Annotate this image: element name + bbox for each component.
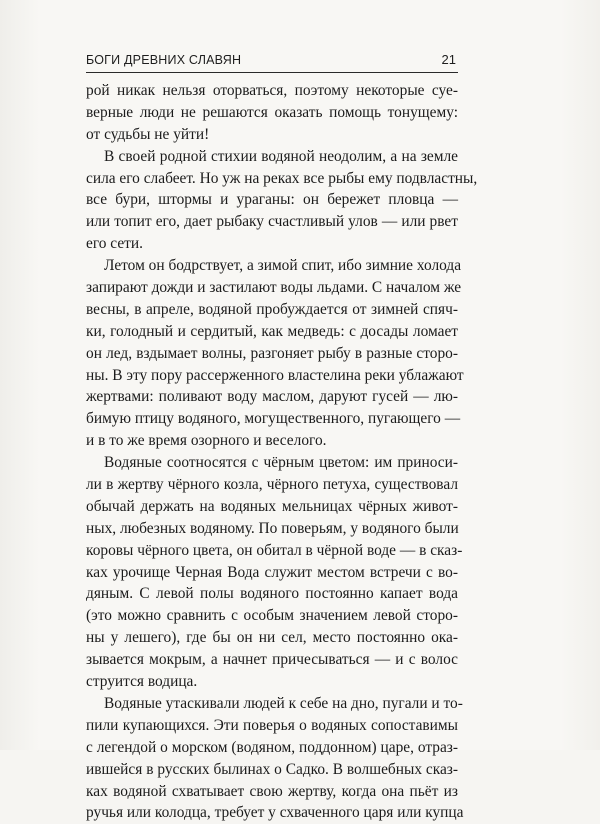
text-line: (это можно сравнить с особым значением левой сторо-	[86, 607, 458, 625]
running-header	[86, 52, 458, 72]
text-line: ных, любезных водяному. По поверьям, у водяного были	[86, 519, 459, 537]
text-line: жертвами: поливают воду маслом, даруют гусей — лю-	[86, 388, 458, 406]
text-line: рой никак нельзя оторваться, поэтому некоторые суе-	[86, 82, 458, 99]
text-line: Водяные соотносятся с чёрным цветом: им приноси-	[104, 454, 458, 472]
text-line: с легендой о морском (водяном, поддонном) царе, отраз-	[86, 738, 458, 756]
text-line: ны у лешего), где бы он ни сел, место постоянно ока-	[86, 629, 458, 647]
text-line: ли в жертву чёрного козла, чёрного петуха, существовал	[86, 476, 458, 494]
text-line: коровы чёрного цвета, он обитал в чёрной воде — в сказ-	[86, 541, 463, 559]
text-line: бимую птицу водяного, могущественного, пугающего —	[86, 410, 461, 428]
text-line: или топит его, дает рыбаку счастливый улов — или рвет	[86, 213, 458, 231]
text-line: струится водица.	[86, 673, 198, 691]
text-line: все бури, штормы и ураганы: он бережет пловца —	[86, 191, 458, 209]
text-line: ках водяной схватывает свою жертву, когда она пьёт из	[86, 782, 458, 800]
text-line: ки, голодный и сердитый, как медведь: с досады ломает	[86, 322, 458, 340]
text-line: и в то же время озорного и веселого.	[86, 432, 327, 450]
text-line: пили купающихся. Эти поверья о водяных сопоставимы	[86, 716, 458, 734]
text-line: он лед, вздымает волны, разгоняет рыбу в разные сторо-	[86, 344, 458, 362]
text-line: ручья или колодца, требует у схваченного царя или купца	[86, 804, 464, 822]
text-line: ившейся в русских былинах о Садко. В волшебных сказ-	[86, 760, 458, 778]
text-line: от судьбы не уйти!	[86, 125, 210, 143]
text-line: зывается мокрым, а начнет причесываться — и с волос	[86, 651, 458, 669]
body-text	[86, 80, 478, 824]
text-line: ках урочище Черная Вода служит местом встречи с во-	[86, 563, 458, 581]
text-line: Водяные утаскивали людей к себе на дно, пугали и то-	[104, 694, 463, 712]
text-line: весны, в апреле, водяной пробуждается от зимней спяч-	[86, 300, 458, 318]
text-line: ны. В эту пору рассерженного властелина реки ублажают	[86, 366, 464, 384]
text-line: дяным. С левой полы водяного постоянно капает вода	[86, 585, 458, 603]
text-line: его сети.	[86, 235, 143, 253]
text-line: обычай держать на водяных мельницах чёрных живот-	[86, 497, 458, 515]
running-title: БОГИ ДРЕВНИХ СЛАВЯН	[86, 53, 242, 67]
text-line: запирают дожди и застилают воды льдами. С началом же	[86, 279, 462, 297]
page-number: 21	[441, 52, 456, 67]
text-line: В своей родной стихии водяной неодолим, а на земле	[104, 147, 458, 165]
header-rule	[86, 72, 458, 73]
text-line: верные люди не решаются оказать помощь тонущему:	[86, 103, 458, 121]
text-line: сила его слабеет. Но уж на реках все рыбы ему подвластны,	[86, 169, 478, 187]
text-line: Летом он бодрствует, а зимой спит, ибо зимние холода	[104, 257, 462, 275]
